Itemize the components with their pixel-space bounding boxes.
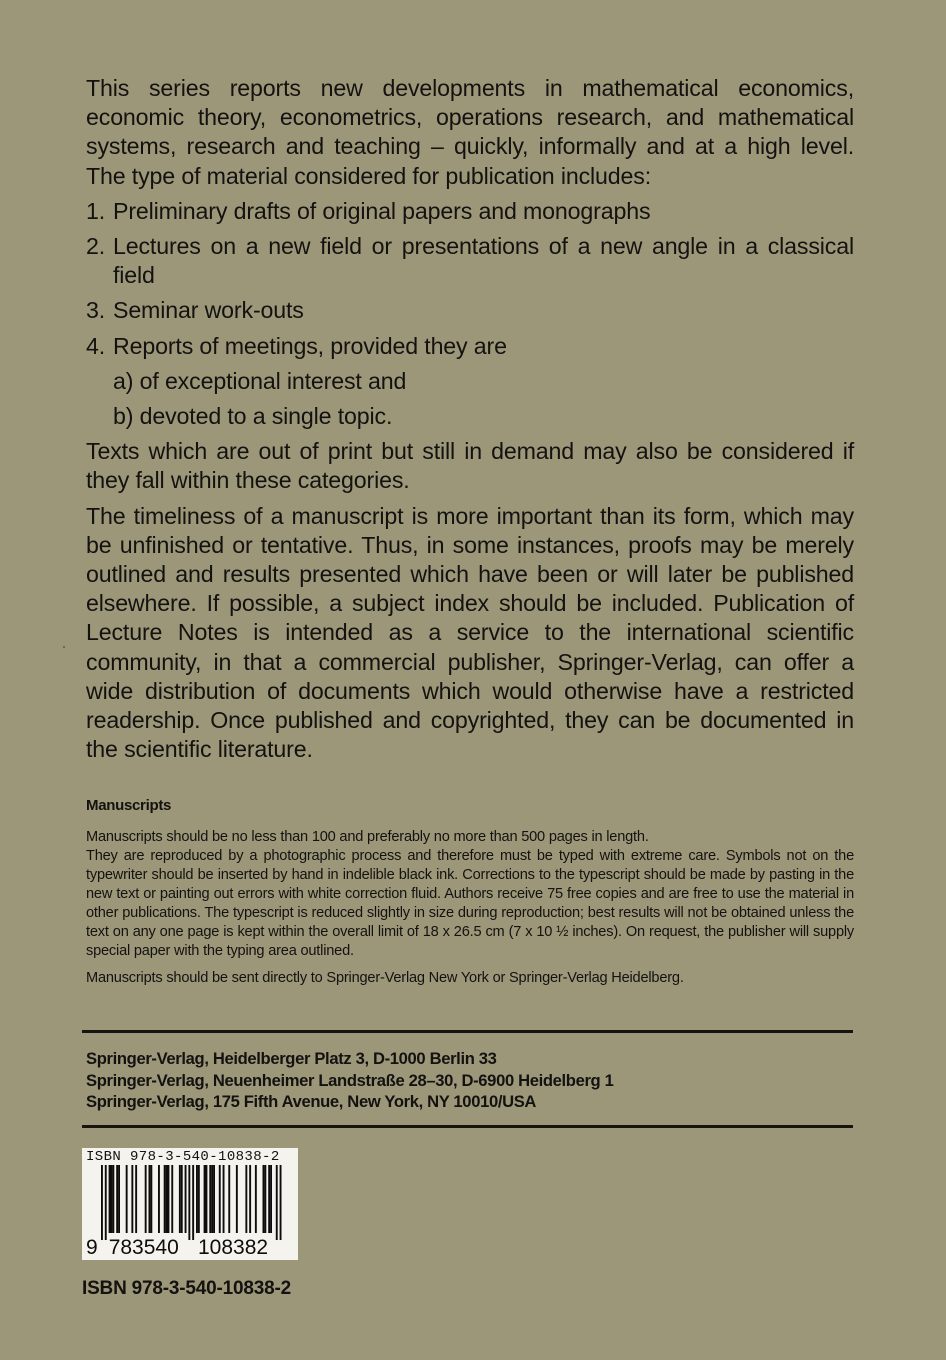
out-of-print-paragraph: Texts which are out of print but still in demand may also be considered if they fall within these categories. [86, 438, 854, 494]
barcode-bar [116, 1165, 118, 1233]
barcode-bar [204, 1165, 206, 1233]
barcode-bar [112, 1165, 114, 1233]
list-item-number: 2. [86, 233, 106, 260]
barcode-bar [150, 1165, 152, 1233]
isbn-label: ISBN 978-3-540-10838-2 [82, 1278, 291, 1299]
sublist-item: b) devoted to a single topic. [113, 403, 393, 430]
barcode-guard-bar [192, 1165, 194, 1240]
barcode-bar [168, 1165, 170, 1233]
barcode-guard-bar [280, 1165, 282, 1240]
barcode-digits-left: 783540 [108, 1236, 179, 1259]
list-item-text: Lectures on a new field or presentations of a new angle in a classical field [113, 233, 854, 289]
list-item-number: 1. [86, 197, 106, 224]
barcode-bar [185, 1165, 187, 1233]
barcode-digit-lead: 9 [86, 1236, 98, 1259]
barcode-bar [158, 1165, 160, 1233]
address-heidelberg: Springer-Verlag, Neuenheimer Landstraße 28–30, D-6900 Heidelberg 1 [86, 1070, 614, 1090]
publisher-addresses [86, 1048, 854, 1113]
barcode-isbn-text: ISBN 978-3-540-10838-2 [86, 1149, 280, 1165]
barcode-bar [181, 1165, 183, 1233]
barcode-bar [255, 1165, 257, 1233]
material-types-list [86, 197, 854, 431]
barcode-guard-bar [276, 1165, 278, 1240]
barcode-bar [209, 1165, 211, 1233]
barcode-guard-bar [101, 1165, 103, 1240]
barcode-bar [268, 1165, 270, 1233]
barcode-bar [213, 1165, 215, 1233]
barcode-bar [131, 1165, 133, 1233]
list-item-number: 4. [86, 332, 106, 359]
barcode-bar [126, 1165, 128, 1233]
barcode-guard-bar [188, 1165, 190, 1240]
barcode-bar [223, 1165, 225, 1233]
barcode-bar [245, 1165, 247, 1233]
barcode-bars [82, 1148, 298, 1260]
list-item [86, 232, 854, 290]
barcode-bar [171, 1165, 173, 1233]
address-new-york: Springer-Verlag, 175 Fifth Avenue, New York, NY 10010/USA [86, 1092, 537, 1112]
list-item [86, 332, 854, 432]
barcode-bar [149, 1165, 151, 1233]
isbn-barcode [82, 1148, 298, 1260]
address-berlin: Springer-Verlag, Heidelberger Platz 3, D-1000 Berlin 33 [86, 1049, 497, 1068]
barcode-bar [135, 1165, 137, 1233]
barcode-bar [179, 1165, 181, 1233]
manuscripts-heading: Manuscripts [86, 797, 172, 814]
barcode-bar [118, 1165, 120, 1233]
barcode-bar [109, 1165, 111, 1233]
barcode-bar [166, 1165, 168, 1233]
meeting-conditions-list [113, 367, 854, 431]
barcode-bar [164, 1165, 166, 1233]
manuscripts-instructions: They are reproduced by a photographic process and therefore must be typed with extreme care. Symbols not on the typewriter should be inserted by hand in indelible black ink. Corrections to the typescript should be made by pasting in the new text or painting out errors with white correction fluid. Authors receive 75 free copies and are free to use the material in other publications. The typescript is reduced slightly in size during reproduction; best results will not be obtained unless the text on any one page is kept within the overall limit of 18 x 26.5 cm (7 x 10 ½ inches). On request, the publisher will supply special paper with the typing area outlined. [86, 848, 854, 959]
barcode-bar [249, 1165, 251, 1233]
barcode-bar [198, 1165, 200, 1233]
barcode-bar [270, 1165, 272, 1233]
barcode-bar [228, 1165, 230, 1233]
barcode-guard-bar [105, 1165, 107, 1240]
barcode-digits-right: 108382 [198, 1236, 269, 1259]
divider-bottom [82, 1125, 853, 1128]
manuscripts-length-note: Manuscripts should be no less than 100 and preferably no more than 500 pages in length. [86, 829, 649, 845]
barcode-bar [236, 1165, 238, 1233]
barcode-bar [264, 1165, 266, 1233]
barcode-bar [206, 1165, 208, 1233]
list-item-text: Reports of meetings, provided they are [113, 332, 507, 359]
list-item [86, 296, 854, 325]
manuscripts-section [86, 796, 854, 988]
manuscripts-send-to: Manuscripts should be sent directly to Springer-Verlag New York or Springer-Verlag Heidelberg. [86, 970, 684, 986]
barcode-bar [263, 1165, 265, 1233]
intro-paragraph: This series reports new developments in mathematical economics, economic theory, econometrics, operations research, and mathematical systems, research and teaching – quickly, informally and at a high level. The type of material considered for publication includes: [86, 75, 854, 189]
list-item-text: Preliminary drafts of original papers and monographs [113, 197, 651, 224]
list-item [86, 197, 854, 226]
barcode-bar [111, 1165, 113, 1233]
series-description [86, 74, 854, 764]
barcode-bar [196, 1165, 198, 1233]
divider-top [82, 1030, 853, 1033]
list-item-number: 3. [86, 297, 106, 324]
print-speck [63, 646, 65, 648]
sublist-item: a) of exceptional interest and [113, 367, 407, 394]
barcode-bar [219, 1165, 221, 1233]
timeliness-paragraph: The timeliness of a manuscript is more important than its form, which may be unfinished or tentative. Thus, in some instances, proofs may be merely outlined and results presented which have been or will later be published elsewhere. If possible, a subject index should be included. Publication of Lecture Notes is intended as a service to the international scientific community, in that a commercial publisher, Springer-Verlag, can offer a wide distribution of documents which would otherwise have a restricted readership. Once published and copyrighted, they can be documented in the scientific literature. [86, 502, 854, 763]
barcode-bar [211, 1165, 213, 1233]
list-item-text: Seminar work-outs [113, 297, 304, 324]
barcode-bar [145, 1165, 147, 1233]
